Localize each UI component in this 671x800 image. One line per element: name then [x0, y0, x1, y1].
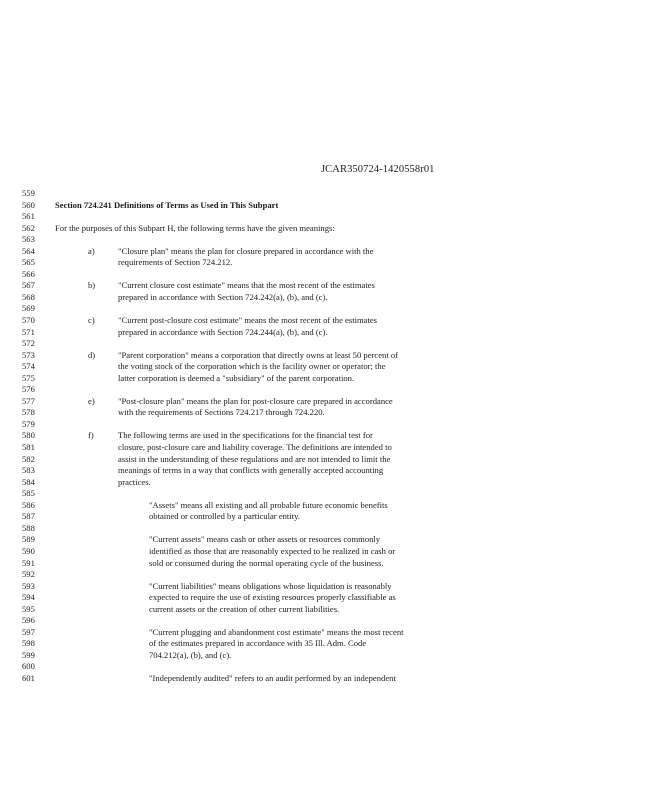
document-line — [0, 523, 671, 535]
document-line — [0, 234, 671, 246]
document-line — [0, 292, 671, 304]
document-line — [0, 638, 671, 650]
document-line — [0, 581, 671, 593]
line-text: sold or consumed during the normal operating cycle of the business. — [149, 557, 384, 568]
line-number: 572 — [22, 338, 35, 349]
line-text: prepared in accordance with Section 724.244(a), (b), and (c). — [118, 326, 328, 337]
line-number: 581 — [22, 442, 35, 453]
document-line — [0, 604, 671, 616]
document-line — [0, 280, 671, 292]
document-line — [0, 246, 671, 258]
line-text: "Assets" means all existing and all probable future economic benefits — [149, 499, 388, 510]
document-line — [0, 661, 671, 673]
document-line — [0, 569, 671, 581]
document-line — [0, 361, 671, 373]
document-line — [0, 673, 671, 685]
document-line — [0, 303, 671, 315]
document-line — [0, 592, 671, 604]
line-number: 592 — [22, 569, 35, 580]
subsection-marker: f) — [88, 430, 94, 441]
line-number: 583 — [22, 465, 35, 476]
line-text: identified as those that are reasonably expected to be realized in cash or — [149, 545, 396, 556]
line-number: 559 — [22, 188, 35, 198]
line-number: 573 — [22, 349, 35, 360]
line-text: "Independently audited" refers to an audit performed by an independent — [149, 672, 396, 683]
document-line — [0, 188, 671, 200]
regulation-text-body — [0, 188, 671, 685]
document-line — [0, 615, 671, 627]
line-number: 580 — [22, 430, 35, 441]
line-number: 566 — [22, 268, 35, 279]
line-text: meanings of terms in a way that conflicts with generally accepted accounting — [118, 465, 384, 476]
document-line — [0, 465, 671, 477]
line-text: "Current liabilities" means obligations whose liquidation is reasonably — [149, 580, 392, 591]
line-number: 588 — [22, 522, 35, 533]
document-line — [0, 477, 671, 489]
line-number: 598 — [22, 638, 35, 649]
line-text: closure, post-closure care and liability coverage. The definitions are intended to — [118, 442, 392, 453]
document-line — [0, 200, 671, 212]
line-text: 704.212(a), (b), and (c). — [149, 649, 232, 660]
line-number: 577 — [22, 395, 35, 406]
line-number: 594 — [22, 592, 35, 603]
line-text: current assets or the creation of other current liabilities. — [149, 603, 340, 614]
document-line — [0, 534, 671, 546]
line-number: 564 — [22, 245, 35, 256]
document-line — [0, 211, 671, 223]
line-number: 571 — [22, 326, 35, 337]
subsection-marker: a) — [88, 245, 95, 256]
document-line — [0, 350, 671, 362]
line-number: 591 — [22, 557, 35, 568]
document-line — [0, 257, 671, 269]
line-number: 565 — [22, 257, 35, 268]
line-number: 601 — [22, 672, 35, 683]
document-line — [0, 454, 671, 466]
document-line — [0, 419, 671, 431]
line-number: 578 — [22, 407, 35, 418]
line-text: prepared in accordance with Section 724.242(a), (b), and (c). — [118, 291, 328, 302]
line-text: assist in the understanding of these regulations and are not intended to limit the — [118, 453, 391, 464]
document-line — [0, 223, 671, 235]
line-text: "Current post-closure cost estimate" means the most recent of the estimates — [118, 315, 378, 326]
line-number: 584 — [22, 476, 35, 487]
line-text: "Parent corporation" means a corporation that directly owns at least 50 percent of — [118, 349, 399, 360]
document-line — [0, 627, 671, 639]
line-number: 575 — [22, 372, 35, 383]
document-line — [0, 442, 671, 454]
document-line — [0, 558, 671, 570]
document-line — [0, 488, 671, 500]
subsection-marker: c) — [88, 315, 95, 326]
document-line — [0, 511, 671, 523]
line-text: "Current plugging and abandonment cost estimate" means the most recent — [149, 626, 404, 637]
line-number: 596 — [22, 615, 35, 626]
line-number: 560 — [22, 199, 35, 210]
line-number: 589 — [22, 534, 35, 545]
line-number: 567 — [22, 280, 35, 291]
line-text: requirements of Section 724.212. — [118, 257, 233, 268]
line-number: 586 — [22, 499, 35, 510]
line-text: latter corporation is deemed a "subsidiary" of the parent corporation. — [118, 372, 355, 383]
line-number: 579 — [22, 418, 35, 429]
line-number: 582 — [22, 453, 35, 464]
line-text: with the requirements of Sections 724.217 through 724.220. — [118, 407, 325, 418]
line-text: obtained or controlled by a particular entity. — [149, 511, 300, 522]
subsection-marker: d) — [88, 349, 96, 360]
line-number: 570 — [22, 315, 35, 326]
line-number: 569 — [22, 303, 35, 314]
line-number: 562 — [22, 222, 35, 233]
document-line — [0, 315, 671, 327]
line-number: 568 — [22, 291, 35, 302]
document-line — [0, 430, 671, 442]
line-text: "Closure plan" means the plan for closure prepared in accordance with the — [118, 245, 374, 256]
line-number: 595 — [22, 603, 35, 614]
line-text: The following terms are used in the specifications for the financial test for — [118, 430, 373, 441]
document-line — [0, 546, 671, 558]
line-number: 597 — [22, 626, 35, 637]
line-text: "Post-closure plan" means the plan for post-closure care prepared in accordance — [118, 395, 393, 406]
section-heading: Section 724.241 Definitions of Terms as Used in This Subpart — [55, 199, 279, 210]
line-text: expected to require the use of existing resources properly classifiable as — [149, 592, 396, 603]
document-line — [0, 269, 671, 281]
line-number: 561 — [22, 211, 35, 222]
document-line — [0, 373, 671, 385]
line-text: of the estimates prepared in accordance with 35 Ill. Adm. Code — [149, 638, 367, 649]
document-code: JCAR350724-1420558r01 — [321, 164, 435, 175]
document-line — [0, 327, 671, 339]
line-text: "Current assets" means cash or other assets or resources commonly — [149, 534, 381, 545]
line-number: 563 — [22, 234, 35, 245]
line-number: 599 — [22, 649, 35, 660]
document-line — [0, 650, 671, 662]
line-number: 585 — [22, 488, 35, 499]
document-line — [0, 500, 671, 512]
line-number: 590 — [22, 545, 35, 556]
subsection-marker: e) — [88, 395, 95, 406]
line-number: 576 — [22, 384, 35, 395]
line-text: "Current closure cost estimate" means that the most recent of the estimates — [118, 280, 375, 291]
document-line — [0, 338, 671, 350]
subsection-marker: b) — [88, 280, 96, 291]
document-line — [0, 384, 671, 396]
line-number: 574 — [22, 361, 35, 372]
line-number: 587 — [22, 511, 35, 522]
line-number: 593 — [22, 580, 35, 591]
line-number: 600 — [22, 661, 35, 672]
line-text: practices. — [118, 476, 151, 487]
line-text: the voting stock of the corporation which is the facility owner or operator; the — [118, 361, 386, 372]
document-line — [0, 396, 671, 408]
document-line — [0, 407, 671, 419]
line-text: For the purposes of this Subpart H, the following terms have the given meanings: — [55, 222, 335, 233]
